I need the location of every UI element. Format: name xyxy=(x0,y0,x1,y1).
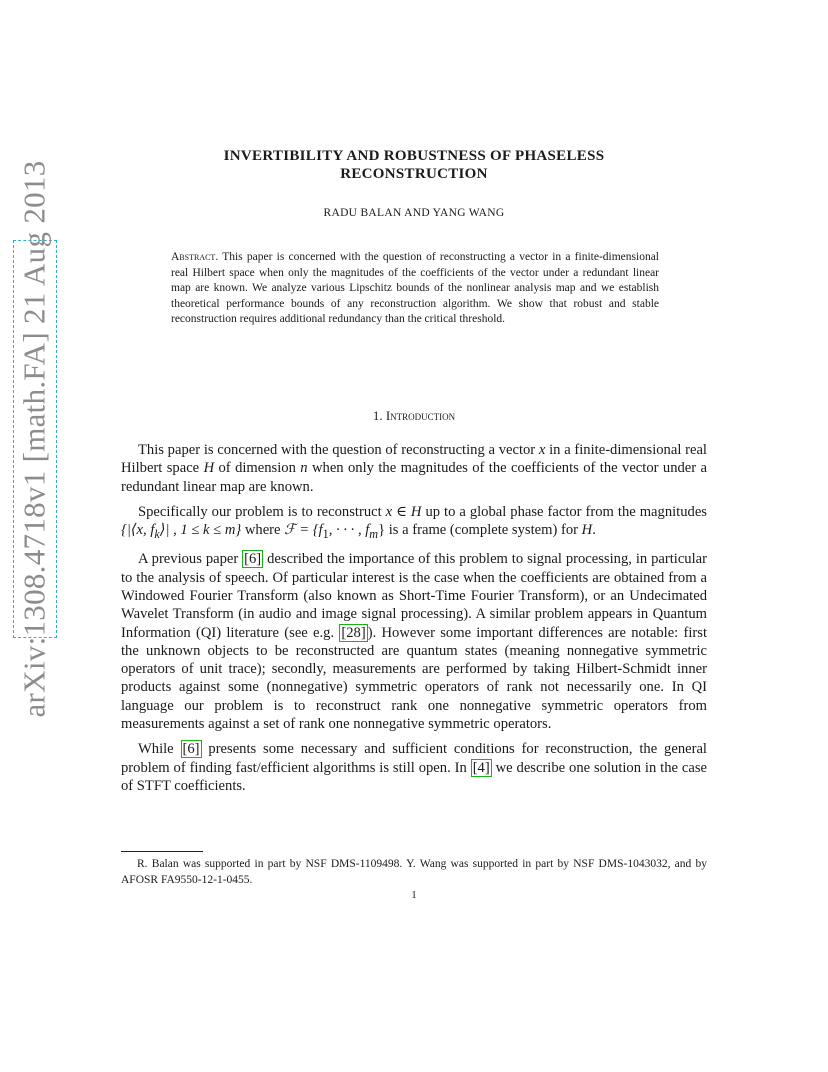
p2-sub-m: m xyxy=(369,527,379,542)
paper-title xyxy=(150,147,678,183)
p1-text-d: when only the magnitudes of the coefficients of the vector under a redundant linear map are known. xyxy=(121,460,708,495)
title-line-1: INVERTIBILITY AND ROBUSTNESS OF PHASELESS xyxy=(223,148,605,164)
footnote-text: R. Balan was supported in part by NSF DMS-1109498. Y. Wang was supported in part by NSF DMS-1043032, and by AFOSR FA9550-12-1-0455. xyxy=(121,858,707,886)
arxiv-stamp xyxy=(13,160,57,718)
page-number: 1 xyxy=(411,889,417,901)
citation-link[interactable]: [6] xyxy=(182,741,200,758)
p3-text-b: described the importance of this problem to signal processing, in particular to the analysis of speech. Of particular interest is the case when the coefficients are obtained from a Windowed Fourier Transform (also known as Short-Time Fourier Transform), or an Undecimated Wavelet Transform (in audio and image signal processing). A similar problem appears in Quantum Information (QI) literature (see e.g. xyxy=(121,551,707,641)
p2-text-d: is a frame (complete system) for xyxy=(385,522,582,539)
footnote xyxy=(121,856,707,888)
p2-math-5: , · · · , f xyxy=(328,522,370,539)
footnote-rule xyxy=(121,851,203,852)
paragraph-3 xyxy=(121,550,707,733)
p2-math-1: x ∈ H xyxy=(385,503,422,520)
p4-text-c: we describe one solution in the case of STFT coefficients. xyxy=(121,759,707,794)
section-heading xyxy=(150,408,678,424)
abstract-text: This paper is concerned with the question of reconstructing a vector in a finite-dimensional real Hilbert space when only the magnitudes of the coefficients of the vector under a redundant linear map are known. We analyze various Lipschitz bounds of the nonlinear analysis map and we establish theoretical performance bounds of any reconstruction algorithm. We show that robust and stable reconstruction requires additional redundancy than the critical threshold. xyxy=(171,251,659,325)
p1-text-b: in a finite-dimensional real Hilbert space xyxy=(121,442,707,477)
abstract-heading: Abstract. xyxy=(171,251,219,263)
citation-link[interactable]: [28] xyxy=(341,624,366,641)
p1-text-a: This paper is concerned with the question of reconstructing a vector xyxy=(138,442,539,458)
p3-text-a: A previous paper xyxy=(138,551,243,568)
p2-math-4: ℱ = {f xyxy=(284,522,323,539)
paper-authors: RADU BALAN AND YANG WANG xyxy=(323,207,505,219)
p2-sub-k: k xyxy=(154,527,160,542)
p4-text-a: While xyxy=(138,741,181,758)
section-number: 1. xyxy=(372,408,386,423)
p1-math-h: H xyxy=(203,460,215,477)
p2-text-b: up to a global phase factor from the magnitudes xyxy=(421,503,707,520)
title-line-2: RECONSTRUCTION xyxy=(340,166,488,182)
arxiv-identifier: arXiv:1308.4718v1 [math.FA] 21 Aug 2013 xyxy=(17,160,52,718)
p1-text-c: of dimension xyxy=(214,460,301,477)
paragraph-4 xyxy=(121,740,707,795)
p2-math-3: ⟩| , 1 ≤ k ≤ m} xyxy=(159,522,242,539)
p2-sub-1: 1 xyxy=(322,527,329,542)
p2-text-a: Specifically our problem is to reconstruct xyxy=(138,503,386,520)
p3-text-c: ). However some important differences are notable: first the unknown objects to be reconstructed are quantum states (meaning nonnegative symmetric operators of unit trace); secondly, measurements are performed by taking Hilbert-Schmidt inner products against some (nonnegative) symmetric operators of rank not necessarily one. In QI language our problem is to reconstruct rank one nonnegative symmetric operators from measurements against a set of rank one nonnegative symmetric operators. xyxy=(121,624,707,733)
p1-math-n: n xyxy=(300,460,308,477)
p4-text-b: presents some necessary and sufficient conditions for reconstruction, the general problem of finding fast/efficient algorithms is still open. In xyxy=(121,741,707,776)
body-text xyxy=(121,441,707,802)
citation-link[interactable]: [6] xyxy=(244,551,262,568)
p2-text-c: where xyxy=(241,522,285,539)
p2-text-e: . xyxy=(592,522,596,539)
p2-math-h: H xyxy=(581,522,593,539)
paragraph-2 xyxy=(121,503,707,544)
p2-math-2: {|⟨x, f xyxy=(121,522,155,539)
p2-math-6: } xyxy=(378,522,386,539)
paragraph-1 xyxy=(121,441,707,496)
section-title: Introduction xyxy=(385,408,456,423)
abstract xyxy=(171,250,659,328)
citation-link[interactable]: [4] xyxy=(472,759,490,776)
p1-math-x: x xyxy=(538,442,546,458)
